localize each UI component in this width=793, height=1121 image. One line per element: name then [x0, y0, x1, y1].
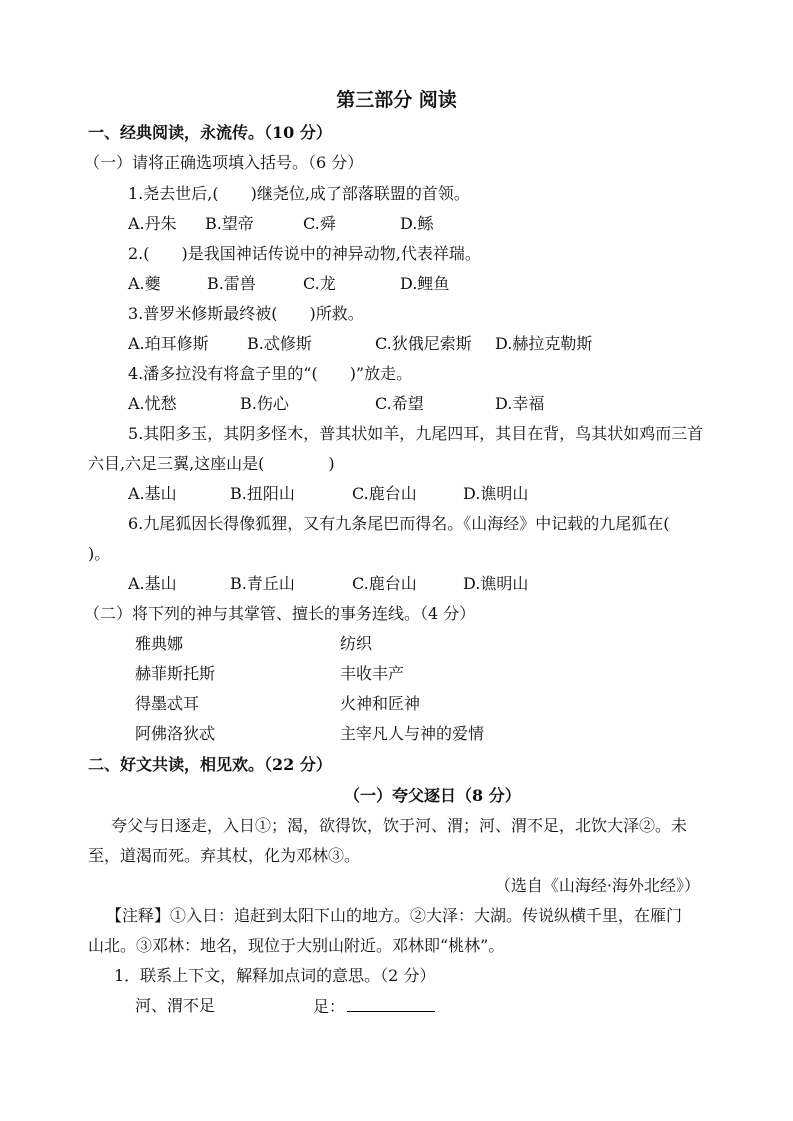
option-b: B.青丘山: [230, 574, 295, 593]
god-duty: 火神和匠神: [340, 694, 421, 713]
question-4-stem: 4.潘多拉没有将盒子里的“( )”放走。: [128, 364, 413, 383]
option-c: C.鹿台山: [352, 484, 417, 503]
question-3-stem: 3.普罗米修斯最终被( )所救。: [128, 304, 364, 323]
option-a: A.珀耳修斯: [128, 334, 209, 353]
question-6-stem-line-2: )。: [88, 544, 111, 563]
matching-row: [0, 694, 793, 714]
question-1-stem: 1.尧去世后,( )继尧位,成了部落联盟的首领。: [128, 184, 470, 203]
god-name: 得墨忒耳: [135, 694, 200, 713]
section-heading-1: 一、经典阅读，永流传。（10 分）: [88, 123, 332, 142]
option-c: C.希望: [375, 394, 424, 413]
option-a: A.忧愁: [128, 394, 177, 413]
option-b: B.雷兽: [207, 274, 256, 293]
subsection-heading-choice: （一）请将正确选项填入括号。（6 分）: [84, 153, 364, 172]
god-name: 雅典娜: [135, 634, 184, 653]
option-d: D.谯明山: [463, 574, 529, 593]
option-d: D.鲧: [400, 214, 434, 233]
question-6-stem-line-1: 6.九尾狐因长得像狐狸，又有九条尾巴而得名。《山海经》中记载的九尾狐在(: [128, 514, 670, 533]
option-d: D.鲤鱼: [400, 274, 450, 293]
question-5-options: [0, 484, 793, 504]
notes-line-1: 【注释】①入日：追赶到太阳下山的地方。②大泽：大湖。传说纵横千里，在雁门: [106, 906, 683, 925]
explain-phrase: 河、渭不足: [135, 996, 216, 1015]
passage-title: （一）夸父逐日（8 分）: [344, 786, 521, 805]
question-3-options: [0, 334, 793, 354]
passage-source: （选自《山海经·海外北经》）: [494, 876, 700, 895]
option-a: A.基山: [128, 574, 177, 593]
option-c: C.龙: [303, 274, 336, 293]
option-a: A.基山: [128, 484, 177, 503]
answer-field: [313, 996, 435, 1017]
option-b: B.伤心: [240, 394, 289, 413]
page-title: 第三部分 阅读: [336, 89, 457, 111]
option-a: A.夔: [128, 274, 161, 293]
passage-line-2: 至，道渴而死。弃其杖，化为邓林③。: [88, 846, 361, 865]
option-d: D.谯明山: [463, 484, 529, 503]
option-c: C.鹿台山: [352, 574, 417, 593]
question-2-options: [0, 274, 793, 294]
option-d: D.幸福: [495, 394, 545, 413]
option-a: A.丹朱: [128, 214, 177, 233]
god-name: 阿佛洛狄忒: [135, 724, 216, 743]
option-d: D.赫拉克勒斯: [495, 334, 593, 353]
option-b: B.扭阳山: [230, 484, 295, 503]
matching-row: [0, 634, 793, 654]
question-explain-stem: 1．联系上下文，解释加点词的意思。（2 分）: [114, 966, 436, 985]
question-1-options: [0, 214, 793, 234]
explain-answer-row: [0, 996, 793, 1016]
question-2-stem: 2.( )是我国神话传说中的神异动物,代表祥瑞。: [128, 244, 481, 263]
god-duty: 纺织: [340, 634, 373, 653]
question-5-stem-line-2: 六目,六足三翼,这座山是( ): [88, 454, 335, 473]
god-duty: 主宰凡人与神的爱情: [340, 724, 485, 743]
question-4-options: [0, 394, 793, 414]
matching-row: [0, 724, 793, 744]
subsection-heading-matching: （二）将下列的神与其掌管、擅长的事务连线。（4 分）: [84, 604, 476, 623]
question-6-options: [0, 574, 793, 594]
god-duty: 丰收丰产: [340, 664, 405, 683]
answer-label: 足：: [313, 997, 346, 1016]
option-c: C.狄俄尼索斯: [375, 334, 472, 353]
option-b: B.望帝: [205, 214, 254, 233]
matching-row: [0, 664, 793, 684]
question-5-stem-line-1: 5.其阳多玉，其阴多怪木，普其状如羊，九尾四耳，其目在背，鸟其状如鸡而三首: [128, 424, 704, 443]
passage-line-1: 夸父与日逐走，入日①；渴，欲得饮，饮于河、渭；河、渭不足，北饮大泽②。未: [111, 816, 688, 835]
option-b: B.忒修斯: [247, 334, 312, 353]
section-heading-2: 二、好文共读，相见欢。（22 分）: [88, 755, 332, 774]
notes-line-2: 山北。③邓林：地名，现位于大别山附近。邓林即“桃林”。: [88, 936, 505, 955]
option-c: C.舜: [303, 214, 336, 233]
answer-blank: [347, 996, 435, 1012]
god-name: 赫菲斯托斯: [135, 664, 216, 683]
